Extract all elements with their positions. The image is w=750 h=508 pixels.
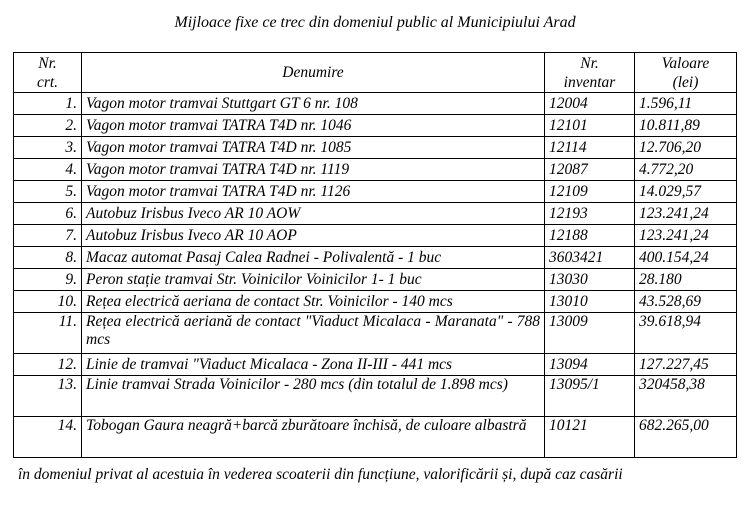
header-inventory-line1: Nr. <box>580 54 599 72</box>
row-name: Vagon motor tramvai TATRA T4D nr. 1119 <box>82 159 545 181</box>
row-nr: 8. <box>14 247 82 269</box>
row-name: Vagon motor tramvai TATRA T4D nr. 1046 <box>82 115 545 137</box>
header-nr <box>14 53 82 93</box>
table-row <box>14 247 737 269</box>
row-nr: 11. <box>14 313 82 354</box>
row-nr: 9. <box>14 269 82 291</box>
row-name: Autobuz Irisbus Iveco AR 10 AOP <box>82 225 545 247</box>
row-value: 400.154,24 <box>635 247 737 269</box>
row-nr: 5. <box>14 181 82 203</box>
header-value <box>635 53 737 93</box>
table-row <box>14 291 737 313</box>
table-row <box>14 93 737 115</box>
row-value: 28.180 <box>635 269 737 291</box>
row-nr: 13. <box>14 376 82 417</box>
table-row <box>14 269 737 291</box>
row-name: Rețea electrică aeriană de contact "Viaduct Micalaca - Maranata" - 788 mcs <box>82 313 545 354</box>
row-nr: 3. <box>14 137 82 159</box>
row-nr: 14. <box>14 417 82 458</box>
header-inventory <box>545 53 635 93</box>
row-inventory: 12004 <box>545 93 635 115</box>
row-value: 4.772,20 <box>635 159 737 181</box>
row-inventory: 12101 <box>545 115 635 137</box>
row-nr: 10. <box>14 291 82 313</box>
row-nr: 1. <box>14 93 82 115</box>
row-value: 123.241,24 <box>635 203 737 225</box>
row-nr: 6. <box>14 203 82 225</box>
row-inventory: 12109 <box>545 181 635 203</box>
table-row <box>14 354 737 376</box>
table-row <box>14 417 737 458</box>
row-value: 10.811,89 <box>635 115 737 137</box>
row-nr: 12. <box>14 354 82 376</box>
table-header-row <box>14 53 737 93</box>
row-inventory: 12188 <box>545 225 635 247</box>
footer-text: în domeniul privat al acestuia în vederea scoaterii din funcțiune, valorificării și, după caz casării <box>18 466 623 483</box>
row-inventory: 12114 <box>545 137 635 159</box>
row-name: Vagon motor tramvai TATRA T4D nr. 1126 <box>82 181 545 203</box>
row-inventory: 12087 <box>545 159 635 181</box>
header-nr-line1: Nr. <box>38 54 57 72</box>
row-inventory: 13030 <box>545 269 635 291</box>
row-value: 39.618,94 <box>635 313 737 354</box>
assets-table <box>13 52 737 458</box>
row-name: Peron stație tramvai Str. Voinicilor Voinicilor 1- 1 buc <box>82 269 545 291</box>
table-row <box>14 225 737 247</box>
row-value: 14.029,57 <box>635 181 737 203</box>
row-value: 1.596,11 <box>635 93 737 115</box>
row-value: 682.265,00 <box>635 417 737 458</box>
row-name: Vagon motor tramvai TATRA T4D nr. 1085 <box>82 137 545 159</box>
header-nr-line2: crt. <box>36 73 59 91</box>
row-name: Rețea electrică aeriana de contact Str. Voinicilor - 140 mcs <box>82 291 545 313</box>
table-row <box>14 181 737 203</box>
row-name: Tobogan Gaura neagră+barcă zburătoare închisă, de culoare albastră <box>82 417 545 458</box>
row-name: Linie tramvai Strada Voinicilor - 280 mcs (din totalul de 1.898 mcs) <box>82 376 545 417</box>
row-name: Linie de tramvai "Viaduct Micalaca - Zona II-III - 441 mcs <box>82 354 545 376</box>
row-nr: 4. <box>14 159 82 181</box>
row-inventory: 13010 <box>545 291 635 313</box>
row-inventory: 13095/1 <box>545 376 635 417</box>
row-value: 12.706,20 <box>635 137 737 159</box>
header-value-line1: Valoare <box>661 54 710 72</box>
table-row <box>14 159 737 181</box>
row-value: 127.227,45 <box>635 354 737 376</box>
row-name: Macaz automat Pasaj Calea Radnei - Polivalentă - 1 buc <box>82 247 545 269</box>
row-inventory: 13009 <box>545 313 635 354</box>
row-inventory: 12193 <box>545 203 635 225</box>
row-value: 320458,38 <box>635 376 737 417</box>
header-inventory-line2: inventar <box>563 73 616 91</box>
row-inventory: 3603421 <box>545 247 635 269</box>
header-value-line2: (lei) <box>672 73 699 91</box>
row-nr: 2. <box>14 115 82 137</box>
header-name: Denumire <box>82 53 545 93</box>
row-name: Vagon motor tramvai Stuttgart GT 6 nr. 108 <box>82 93 545 115</box>
table-row <box>14 203 737 225</box>
table-row <box>14 376 737 417</box>
document-title: Mijloace fixe ce trec din domeniul public al Municipiului Arad <box>174 14 576 31</box>
table-row <box>14 137 737 159</box>
row-name: Autobuz Irisbus Iveco AR 10 AOW <box>82 203 545 225</box>
row-inventory: 13094 <box>545 354 635 376</box>
row-inventory: 10121 <box>545 417 635 458</box>
table-row <box>14 115 737 137</box>
row-nr: 7. <box>14 225 82 247</box>
row-value: 43.528,69 <box>635 291 737 313</box>
table-row <box>14 313 737 354</box>
row-value: 123.241,24 <box>635 225 737 247</box>
